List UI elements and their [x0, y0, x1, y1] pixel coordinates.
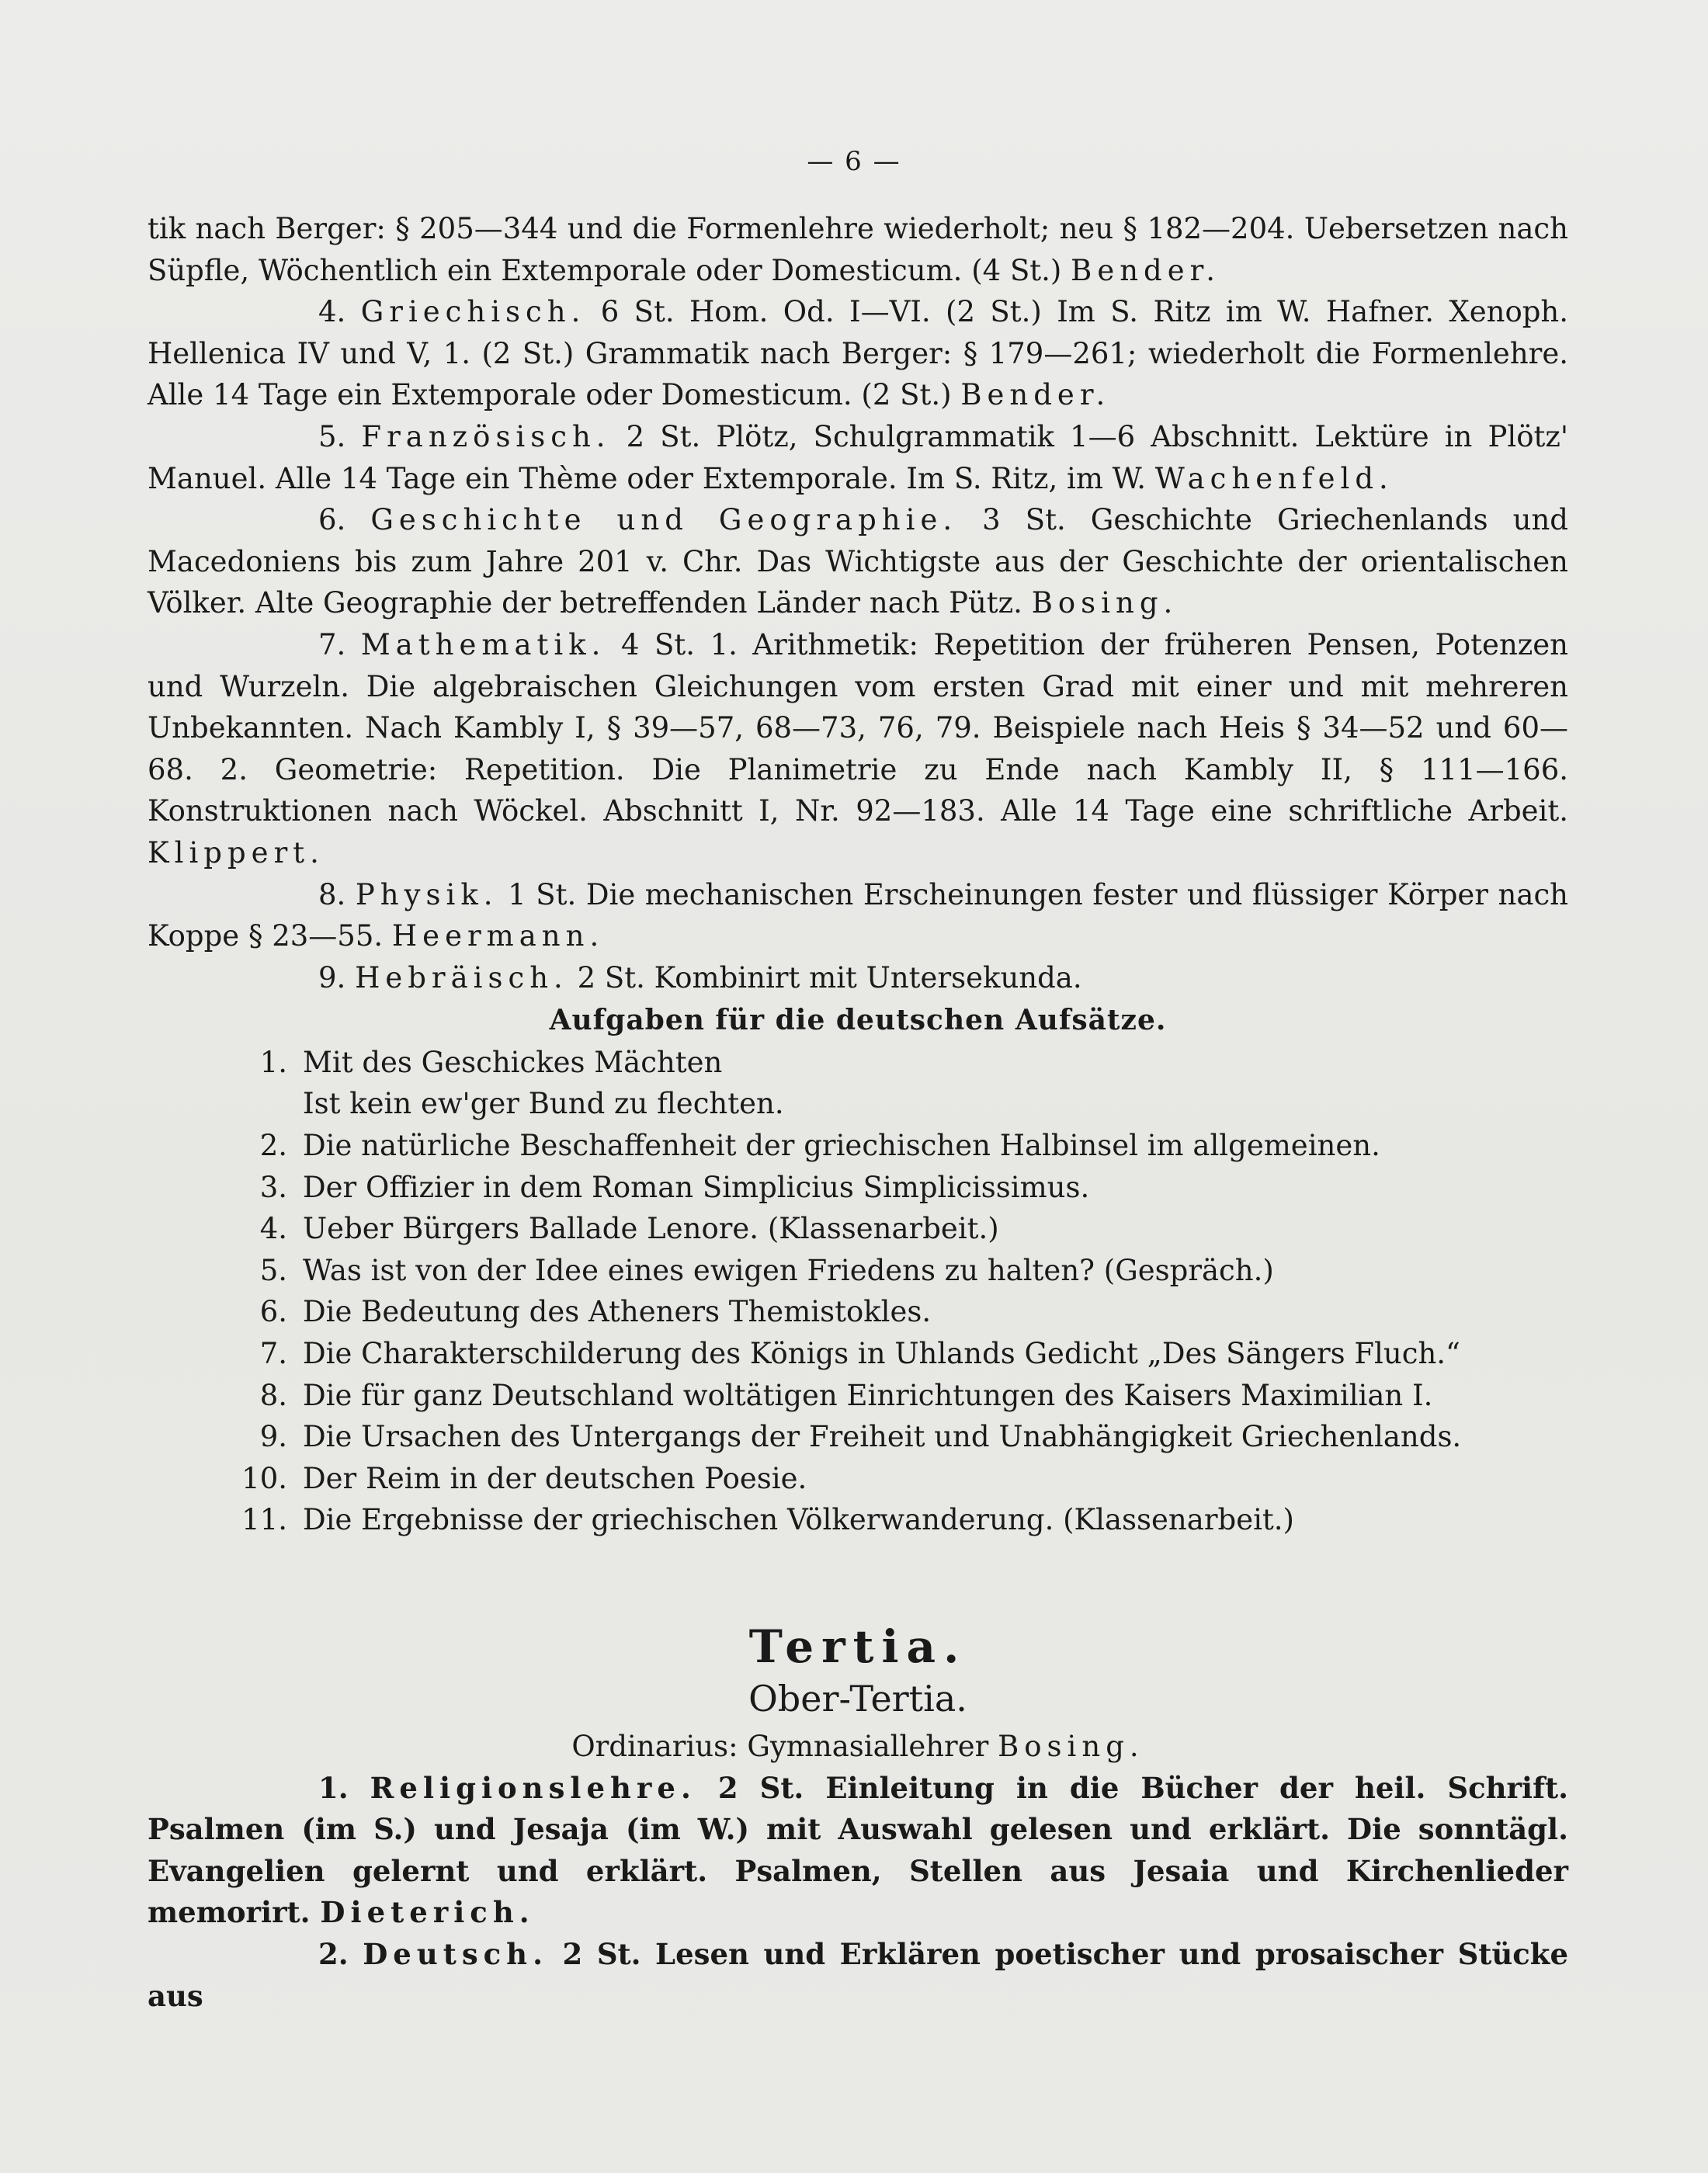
subject-heading: Hebräisch.: [355, 960, 568, 995]
essay-text: Was ist von der Idee eines ewigen Friedens zu halten? (Gespräch.): [303, 1253, 1274, 1287]
paragraph-text: 1 St. Die mechanischen Erscheinungen fester und flüssiger Körper nach Koppe § 23—55.: [148, 877, 1568, 953]
paragraph-text: tik nach Berger: § 205—344 und die Formenlehre wiederholt; neu § 182—204. Uebersetzen nach Süpfle, Wöchentlich ein Extemporale oder Domesticum. (4 St.): [148, 212, 1568, 287]
essay-topic: [148, 1416, 1568, 1458]
paragraph-mathematik: [148, 624, 1568, 874]
subject-number: 1.: [318, 1770, 349, 1805]
essay-text: Die natürliche Beschaffenheit der griechischen Halbinsel im allgemeinen.: [303, 1129, 1380, 1163]
essay-topics-list: [148, 1042, 1568, 1541]
teacher-name: Bender.: [960, 378, 1111, 412]
paragraph-text: 6 St. Hom. Od. I—VI. (2 St.) Im S. Ritz im W. Hafner. Xenoph. Hellenica IV und V, 1. (2 St.) Grammatik nach Berger: § 179—261; wiederholt die Formenlehre. Alle 14 Tage ein Extemporale oder Domesticum. (2 St.): [148, 295, 1569, 412]
teacher-name: Dieterich.: [320, 1895, 535, 1930]
essay-number: 4.: [259, 1212, 287, 1246]
essay-number: 8.: [259, 1378, 287, 1412]
ordinarius-label: Ordinarius: Gymnasiallehrer: [571, 1730, 998, 1763]
teacher-name: Bosing.: [1031, 586, 1179, 620]
subject-heading: Deutsch.: [363, 1936, 548, 1971]
essay-topics-heading: Aufgaben für die deutschen Aufsätze.: [549, 1004, 1167, 1037]
paragraph-physik: [148, 874, 1568, 957]
paragraph-text: 2 St. Einleitung in die Bücher der heil. Schrift. Psalmen (im S.) und Jesaja (im W.) mit Auswahl gelesen und erklärt. Die sonntägl. Evangelien gelernt und erklärt. Psalmen, Stellen aus Jesaia und Kirchenlieder memorirt.: [148, 1770, 1568, 1930]
paragraph-geschichte: [148, 499, 1568, 624]
paragraph-franzoesisch: [148, 416, 1568, 499]
page-number: — 6 —: [807, 146, 901, 177]
essay-text: Die Charakterschilderung des Königs in Uhlands Gedicht „Des Sängers Fluch.“: [303, 1337, 1460, 1371]
subject-number: 4.: [318, 295, 346, 329]
essay-topic: [148, 1499, 1568, 1541]
essay-topic: [148, 1042, 1568, 1125]
essay-number: 10.: [241, 1461, 287, 1495]
subject-heading: Physik.: [355, 877, 498, 911]
paragraph-text: 2 St. Lesen und Erklären poetischer und prosaischer Stücke aus: [148, 1936, 1568, 2013]
subject-heading: Geschichte und Geographie.: [370, 503, 958, 537]
paragraph-hebraeisch: [148, 957, 1568, 999]
subject-heading: Mathematik.: [360, 627, 606, 661]
paragraph-religionslehre: [148, 1768, 1568, 1934]
essay-text: Der Reim in der deutschen Poesie.: [303, 1461, 807, 1495]
essay-text: Die Ergebnisse der griechischen Völkerwanderung. (Klassenarbeit.): [303, 1503, 1294, 1537]
paragraph-latin-continuation: [148, 208, 1568, 291]
subject-heading: Griechisch.: [360, 295, 586, 329]
subject-number: 2.: [318, 1936, 349, 1971]
essay-number: 6.: [259, 1295, 287, 1329]
paragraph-text: 4 St. 1. Arithmetik: Repetition der früheren Pensen, Potenzen und Wurzeln. Die algebraischen Gleichungen vom ersten Grad mit einer und mit mehreren Unbekannten. Nach Kambly I, § 39—57, 68—73, 76, 79. Beispiele nach Heis § 34—52 und 60—68. 2. Geometrie: Repetition. Die Planimetrie zu Ende nach Kambly II, § 111—166. Konstruktionen nach Wöckel. Abschnitt I, Nr. 92—183. Alle 14 Tage eine schriftliche Arbeit.: [148, 627, 1568, 828]
section-title-tertia: Tertia.: [748, 1620, 967, 1673]
essay-number: 7.: [259, 1337, 287, 1371]
essay-number: 11.: [241, 1503, 287, 1537]
essay-topic: [148, 1291, 1568, 1333]
essay-text: Ueber Bürgers Ballade Lenore. (Klassenarbeit.): [303, 1212, 999, 1246]
essay-text: Mit des Geschickes Mächten: [303, 1045, 723, 1079]
page-content: [148, 208, 1568, 2017]
paragraph-text: 2 St. Kombinirt mit Untersekunda.: [568, 960, 1082, 995]
paragraph-text: 2 St. Plötz, Schulgrammatik 1—6 Abschnitt. Lektüre in Plötz' Manuel. Alle 14 Tage ein Thème oder Extemporale. Im S. Ritz, im W.: [148, 419, 1568, 495]
subject-number: 9.: [318, 960, 346, 995]
essay-number: 5.: [259, 1253, 287, 1287]
essay-topic: [148, 1250, 1568, 1292]
paragraph-text: 3 St. Geschichte Griechenlands und Macedoniens bis zum Jahre 201 v. Chr. Das Wichtigste aus der Geschichte der orientalischen Völker. Alte Geographie der betreffenden Länder nach Pütz.: [148, 503, 1568, 620]
essay-number: 3.: [259, 1170, 287, 1204]
section-subtitle-ober-tertia: Ober-Tertia.: [748, 1678, 967, 1720]
subject-number: 7.: [318, 627, 346, 661]
subject-heading: Religionslehre.: [370, 1770, 696, 1805]
essay-topic: [148, 1333, 1568, 1375]
essay-number: 9.: [259, 1420, 287, 1454]
ordinarius-name: Bosing.: [998, 1730, 1144, 1763]
subject-number: 6.: [318, 503, 346, 537]
paragraph-deutsch: [148, 1934, 1568, 2017]
essay-topic: [148, 1125, 1568, 1167]
teacher-name: Bender.: [1071, 253, 1221, 287]
essay-number: 1.: [259, 1045, 287, 1079]
essay-text: Die für ganz Deutschland woltätigen Einrichtungen des Kaisers Maximilian I.: [303, 1378, 1433, 1412]
essay-text: Der Offizier in dem Roman Simplicius Simplicissimus.: [303, 1170, 1090, 1204]
teacher-name: Heermann.: [391, 919, 605, 953]
essay-topic: [148, 1167, 1568, 1209]
teacher-name: Wachenfeld.: [1154, 461, 1394, 495]
essay-topic: [148, 1458, 1568, 1500]
essay-text: Die Bedeutung des Atheners Themistokles.: [303, 1295, 932, 1329]
ordinarius-line: [148, 1726, 1568, 1768]
subject-number: 5.: [318, 419, 346, 453]
essay-number: 2.: [259, 1129, 287, 1163]
tertia-subjects: [148, 1768, 1568, 2018]
paragraph-griechisch: [148, 291, 1568, 416]
subject-number: 8.: [318, 877, 346, 911]
essay-topic: [148, 1375, 1568, 1417]
teacher-name: Klippert.: [148, 835, 325, 870]
subject-heading: Französisch.: [361, 419, 611, 453]
essay-text-line2: Ist kein ew'ger Bund zu flechten.: [303, 1087, 784, 1121]
essay-text: Die Ursachen des Untergangs der Freiheit und Unabhängigkeit Griechenlands.: [303, 1420, 1462, 1454]
essay-topic: [148, 1208, 1568, 1250]
